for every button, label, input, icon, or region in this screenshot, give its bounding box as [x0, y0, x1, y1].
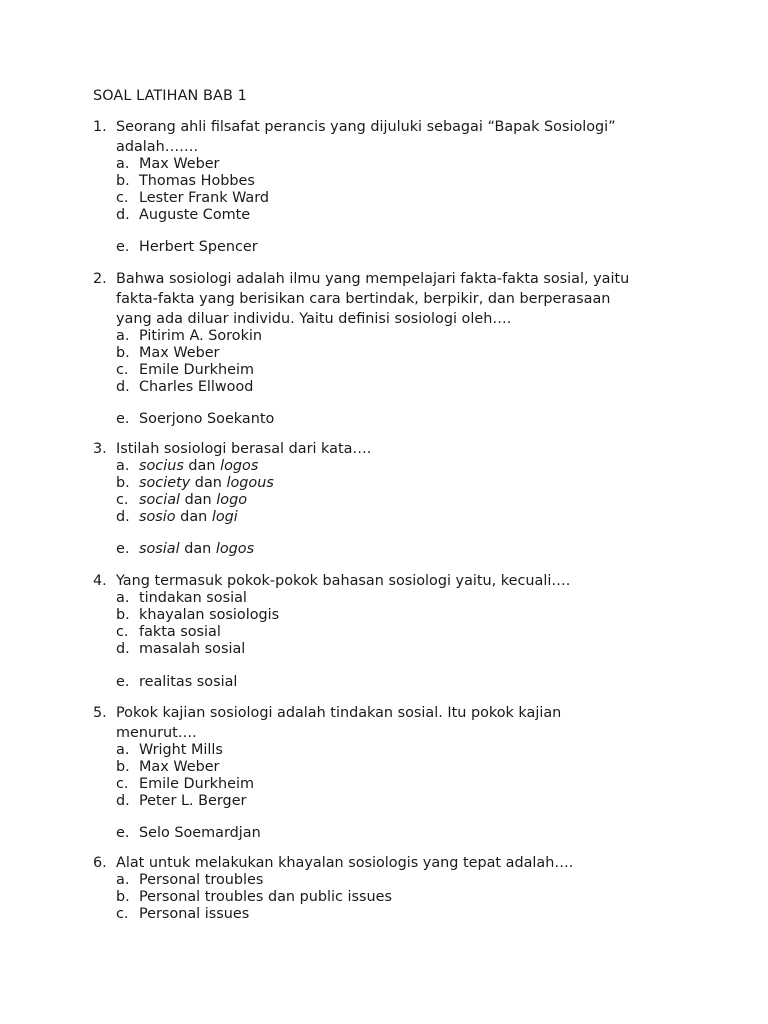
option-term: sosio [139, 509, 176, 525]
option-letter: b. [116, 173, 130, 189]
question-5 [93, 705, 693, 842]
option-letter: a. [116, 156, 130, 172]
option-text: Personal troubles [139, 872, 264, 888]
document-title: SOAL LATIHAN BAB 1 [93, 88, 247, 104]
option-letter: a. [116, 328, 130, 344]
option-text: Peter L. Berger [139, 793, 247, 809]
option-letter: e. [116, 825, 130, 841]
option-list [93, 156, 693, 256]
option-d [93, 793, 693, 810]
option-letter: b. [116, 345, 130, 361]
option-letter: a. [116, 458, 130, 474]
option-d [93, 379, 693, 396]
option-text: Wright Mills [139, 742, 223, 758]
question-number: 1. [93, 119, 107, 135]
option-text: Auguste Comte [139, 207, 251, 223]
question-3 [93, 441, 693, 558]
question-number: 3. [93, 441, 107, 457]
option-a [93, 458, 693, 475]
option-term: socius [139, 458, 184, 474]
option-letter: d. [116, 793, 130, 809]
option-text: Max Weber [139, 156, 220, 172]
option-text: realitas sosial [139, 674, 238, 690]
option-e [93, 411, 693, 428]
question-text [116, 119, 693, 156]
option-d [93, 207, 693, 224]
option-text: Max Weber [139, 759, 220, 775]
option-letter: c. [116, 190, 129, 206]
question-stem [93, 573, 693, 590]
option-text: Selo Soemardjan [139, 825, 261, 841]
option-c [93, 362, 693, 379]
option-text: Max Weber [139, 345, 220, 361]
option-a [93, 156, 693, 173]
option-a [93, 328, 693, 345]
option-letter: c. [116, 624, 129, 640]
question-number: 4. [93, 573, 107, 589]
option-c [93, 624, 693, 641]
option-e [93, 674, 693, 691]
option-letter: a. [116, 872, 130, 888]
option-letter: e. [116, 674, 130, 690]
option-d [93, 641, 693, 658]
option-term: logo [216, 492, 248, 508]
question-stem [93, 119, 693, 156]
option-letter: d. [116, 509, 130, 525]
option-b [93, 173, 693, 190]
option-letter: c. [116, 492, 129, 508]
option-d [93, 509, 693, 526]
option-text: Emile Durkheim [139, 776, 254, 792]
option-letter: b. [116, 889, 130, 905]
question-line: yang ada diluar individu. Yaitu definisi sosiologi oleh…. [116, 311, 512, 327]
option-a [93, 590, 693, 607]
option-term: social [139, 492, 181, 508]
option-term: logi [211, 509, 238, 525]
question-1 [93, 119, 693, 256]
question-2 [93, 271, 693, 428]
option-letter: c. [116, 776, 129, 792]
option-conjunction: dan [183, 458, 221, 474]
option-text: khayalan sosiologis [139, 607, 280, 623]
question-stem [93, 271, 693, 328]
question-line: Alat untuk melakukan khayalan sosiologis yang tepat adalah…. [116, 855, 574, 871]
option-term: logos [220, 458, 259, 474]
option-letter: e. [116, 239, 130, 255]
option-e [93, 541, 693, 558]
option-letter: c. [116, 906, 129, 922]
question-text [116, 573, 693, 590]
question-6 [93, 855, 693, 923]
option-c [93, 190, 693, 207]
question-line: Pokok kajian sosiologi adalah tindakan sosial. Itu pokok kajian [116, 705, 562, 721]
option-a [93, 742, 693, 759]
option-text: Thomas Hobbes [139, 173, 255, 189]
question-line: Istilah sosiologi berasal dari kata…. [116, 441, 372, 457]
option-c [93, 776, 693, 793]
question-line: adalah……. [116, 139, 199, 155]
option-text: Charles Ellwood [139, 379, 254, 395]
option-letter: b. [116, 607, 130, 623]
question-stem [93, 705, 693, 742]
question-number: 5. [93, 705, 107, 721]
option-text: masalah sosial [139, 641, 246, 657]
option-conjunction: dan [190, 475, 227, 491]
option-c [93, 906, 693, 923]
option-text: Personal issues [139, 906, 250, 922]
option-term: society [139, 475, 191, 491]
question-4 [93, 573, 693, 691]
option-letter: d. [116, 641, 130, 657]
option-text: fakta sosial [139, 624, 221, 640]
option-b [93, 475, 693, 492]
option-text: Herbert Spencer [139, 239, 258, 255]
option-conjunction: dan [175, 509, 212, 525]
question-line: Bahwa sosiologi adalah ilmu yang mempelajari fakta-fakta sosial, yaitu [116, 271, 630, 287]
option-letter: b. [116, 475, 130, 491]
question-text [116, 441, 693, 458]
question-stem [93, 855, 693, 872]
option-letter: c. [116, 362, 129, 378]
option-letter: d. [116, 379, 130, 395]
option-b [93, 889, 693, 906]
option-letter: d. [116, 207, 130, 223]
option-text: Soerjono Soekanto [139, 411, 275, 427]
option-conjunction: dan [180, 492, 217, 508]
option-letter: e. [116, 541, 130, 557]
option-conjunction: dan [179, 541, 216, 557]
option-list [93, 872, 693, 923]
option-text: tindakan sosial [139, 590, 247, 606]
option-b [93, 607, 693, 624]
question-text [116, 705, 693, 742]
question-number: 6. [93, 855, 107, 871]
option-e [93, 825, 693, 842]
option-c [93, 492, 693, 509]
option-term: logous [226, 475, 274, 491]
question-line: menurut…. [116, 725, 197, 741]
option-b [93, 345, 693, 362]
option-term: logos [215, 541, 255, 557]
option-text: Pitirim A. Sorokin [139, 328, 263, 344]
option-letter: a. [116, 742, 130, 758]
option-letter: e. [116, 411, 130, 427]
option-list [93, 742, 693, 842]
option-b [93, 759, 693, 776]
option-letter: b. [116, 759, 130, 775]
option-a [93, 872, 693, 889]
option-text: Lester Frank Ward [139, 190, 270, 206]
option-term: sosial [139, 541, 180, 557]
option-list [93, 458, 693, 558]
option-text: Personal troubles dan public issues [139, 889, 392, 905]
option-letter: a. [116, 590, 130, 606]
question-line: fakta-fakta yang berisikan cara bertindak, berpikir, dan berperasaan [116, 291, 611, 307]
question-line: Seorang ahli filsafat perancis yang dijuluki sebagai “Bapak Sosiologi” [116, 119, 616, 135]
option-e [93, 239, 693, 256]
option-list [93, 590, 693, 691]
question-stem [93, 441, 693, 458]
question-number: 2. [93, 271, 107, 287]
question-text [116, 271, 693, 328]
option-list [93, 328, 693, 428]
option-text: Emile Durkheim [139, 362, 254, 378]
question-text [116, 855, 693, 872]
question-line: Yang termasuk pokok-pokok bahasan sosiologi yaitu, kecuali…. [116, 573, 571, 589]
